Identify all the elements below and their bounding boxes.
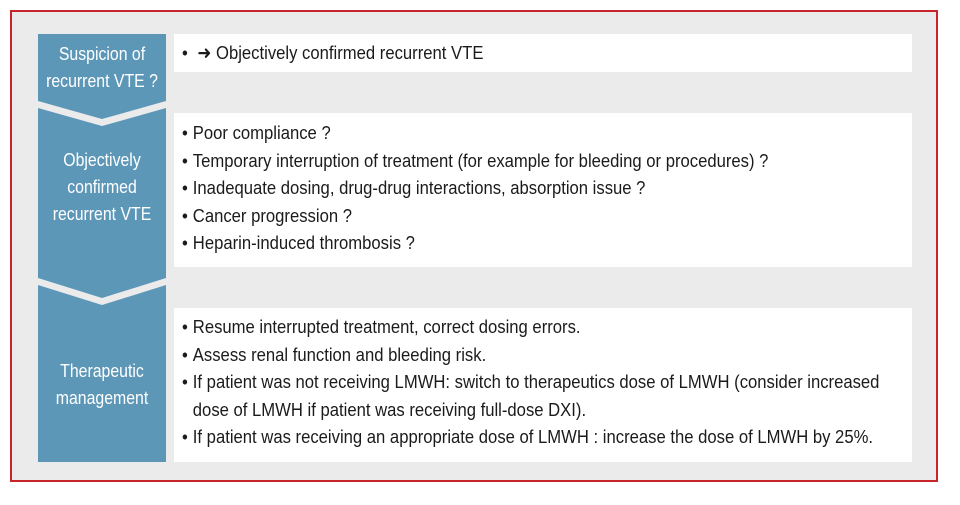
- list-item-text: Heparin-induced thrombosis ?: [192, 232, 415, 253]
- bullet: •: [182, 316, 188, 337]
- list-item-text: Resume interrupted treatment, correct dosing errors.: [192, 316, 581, 337]
- stage-1-label-line: recurrent VTE ?: [46, 71, 158, 91]
- stage-1-label-line: Suspicion of: [58, 44, 146, 64]
- stage-1-label: [46, 41, 159, 95]
- list-item-text: Assess renal function and bleeding risk.: [192, 343, 487, 365]
- bullet: •: [182, 42, 188, 63]
- list-item-text: Poor compliance ?: [192, 122, 331, 143]
- bullet: •: [182, 122, 188, 143]
- bullet: •: [182, 371, 188, 392]
- list-item-text: Inadequate dosing, drug-drug interactions, absorption issue ?: [192, 177, 646, 198]
- bullet: •: [182, 149, 188, 171]
- list-item: [182, 423, 874, 451]
- list-item-text: Temporary interruption of treatment (for example for bleeding or procedures) ?: [192, 149, 769, 171]
- stage-2-label-line: Objectively: [63, 150, 141, 170]
- list-item-text: ➜ Objectively confirmed recurrent VTE: [197, 42, 484, 63]
- stage-2-label-line: recurrent VTE: [52, 204, 152, 224]
- list-item: [182, 39, 830, 67]
- stage-2-label: [46, 147, 159, 228]
- list-item: [182, 341, 830, 369]
- stage-2-label-line: confirmed: [67, 177, 137, 197]
- list-item: [182, 202, 830, 230]
- bullet: •: [182, 343, 188, 365]
- list-item-text: If patient was not receiving LMWH: switch to therapeutics dose of LMWH (consider increased dose of LMWH if patient was receiving full-dose DXI).: [192, 371, 880, 420]
- stage-3-label: [46, 358, 159, 412]
- list-item: [182, 174, 830, 202]
- stage-3-panel: [174, 308, 912, 462]
- bullet: •: [182, 204, 188, 226]
- bullet: •: [182, 232, 188, 253]
- stage-2-panel: [174, 113, 912, 267]
- list-item: [182, 229, 830, 257]
- stage-3-label-line: Therapeutic: [60, 361, 144, 381]
- stage-1-panel: [174, 34, 912, 72]
- list-item: [182, 147, 830, 175]
- bullet: •: [182, 426, 188, 447]
- list-item: [182, 368, 904, 423]
- bullet: •: [182, 177, 188, 198]
- list-item-text: If patient was receiving an appropriate dose of LMWH : increase the dose of LMWH by 25%.: [192, 426, 874, 447]
- stage-3-label-line: management: [55, 388, 149, 408]
- list-item-text: Cancer progression ?: [192, 204, 352, 226]
- list-item: [182, 313, 830, 341]
- list-item: [182, 119, 830, 147]
